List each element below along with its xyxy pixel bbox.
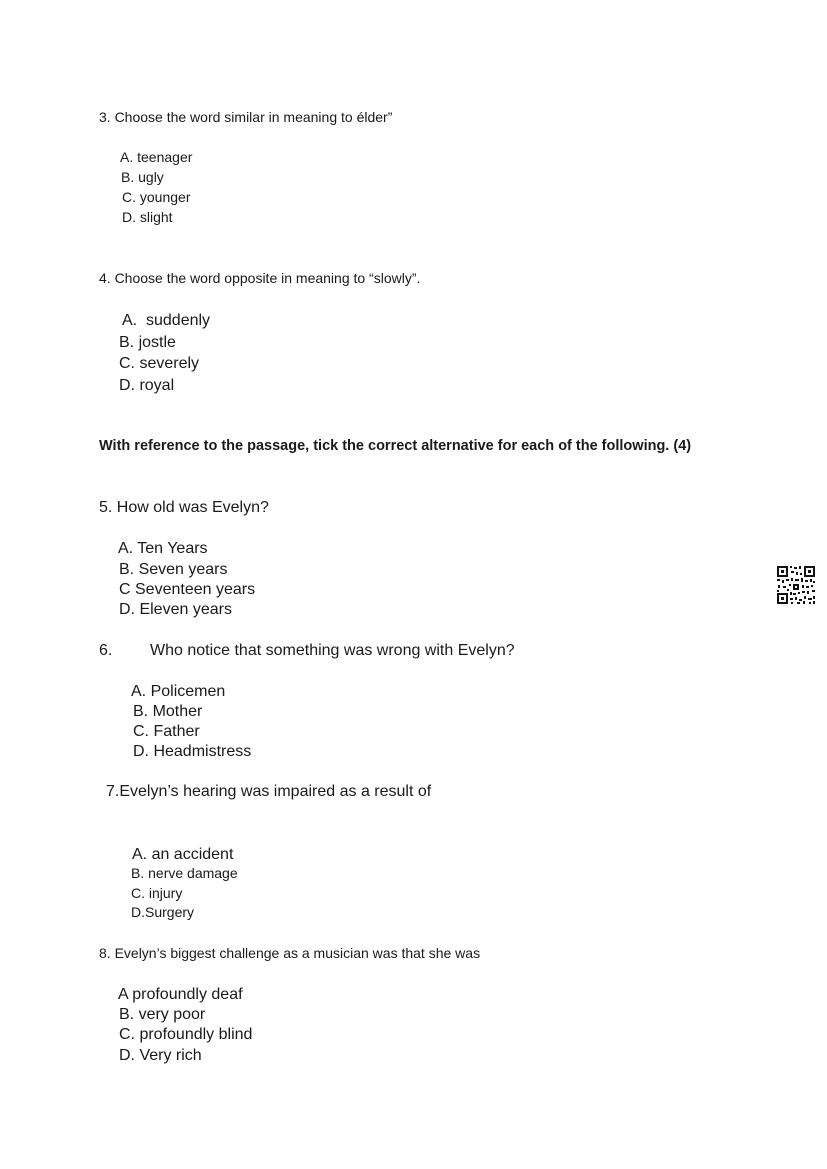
question-8-option-a[interactable]: A profoundly deaf — [118, 986, 243, 1003]
qr-code-icon — [776, 565, 816, 605]
question-3-option-b[interactable]: B. ugly — [121, 169, 164, 185]
question-5-option-d[interactable]: D. Eleven years — [119, 601, 232, 618]
question-4-prompt: 4. Choose the word opposite in meaning to “slowly”. — [99, 270, 421, 286]
question-4-option-a[interactable]: A. suddenly — [122, 312, 211, 329]
question-6-option-a[interactable]: A. Policemen — [131, 683, 226, 700]
question-5-option-c[interactable]: C Seventeen years — [119, 581, 256, 598]
question-8-option-b[interactable]: B. very poor — [119, 1006, 206, 1023]
question-8-prompt: 8. Evelyn’s biggest challenge as a musician was that she was — [99, 945, 481, 961]
question-6-number: 6. — [99, 642, 113, 659]
question-3-option-c[interactable]: C. younger — [122, 189, 191, 205]
question-6-option-c[interactable]: C. Father — [133, 723, 200, 740]
question-8-option-c[interactable]: C. profoundly blind — [119, 1026, 253, 1043]
question-5-prompt: 5. How old was Evelyn? — [99, 499, 269, 516]
question-4-option-c[interactable]: C. severely — [119, 355, 200, 372]
question-7-option-d[interactable]: D.Surgery — [131, 904, 195, 920]
question-3-option-a[interactable]: A. teenager — [120, 149, 193, 165]
section-heading: With reference to the passage, tick the correct alternative for each of the following. (4) — [99, 438, 692, 454]
question-6-prompt: Who notice that something was wrong with Evelyn? — [150, 642, 515, 659]
question-3-option-d[interactable]: D. slight — [122, 209, 173, 225]
question-7-option-b[interactable]: B. nerve damage — [131, 865, 238, 881]
question-7-prompt: 7.Evelyn’s hearing was impaired as a result of — [106, 783, 432, 800]
question-8-option-d[interactable]: D. Very rich — [119, 1047, 202, 1064]
question-7-option-c[interactable]: C. injury — [131, 885, 183, 901]
question-4-option-d[interactable]: D. royal — [119, 377, 175, 394]
question-6-option-b[interactable]: B. Mother — [133, 703, 203, 720]
question-5-option-b[interactable]: B. Seven years — [119, 561, 228, 578]
question-4-option-b[interactable]: B. jostle — [119, 334, 176, 351]
question-3-prompt: 3. Choose the word similar in meaning to élder” — [99, 109, 393, 125]
question-5-option-a[interactable]: A. Ten Years — [118, 540, 208, 557]
question-7-option-a[interactable]: A. an accident — [132, 846, 234, 863]
question-6-option-d[interactable]: D. Headmistress — [133, 743, 252, 760]
